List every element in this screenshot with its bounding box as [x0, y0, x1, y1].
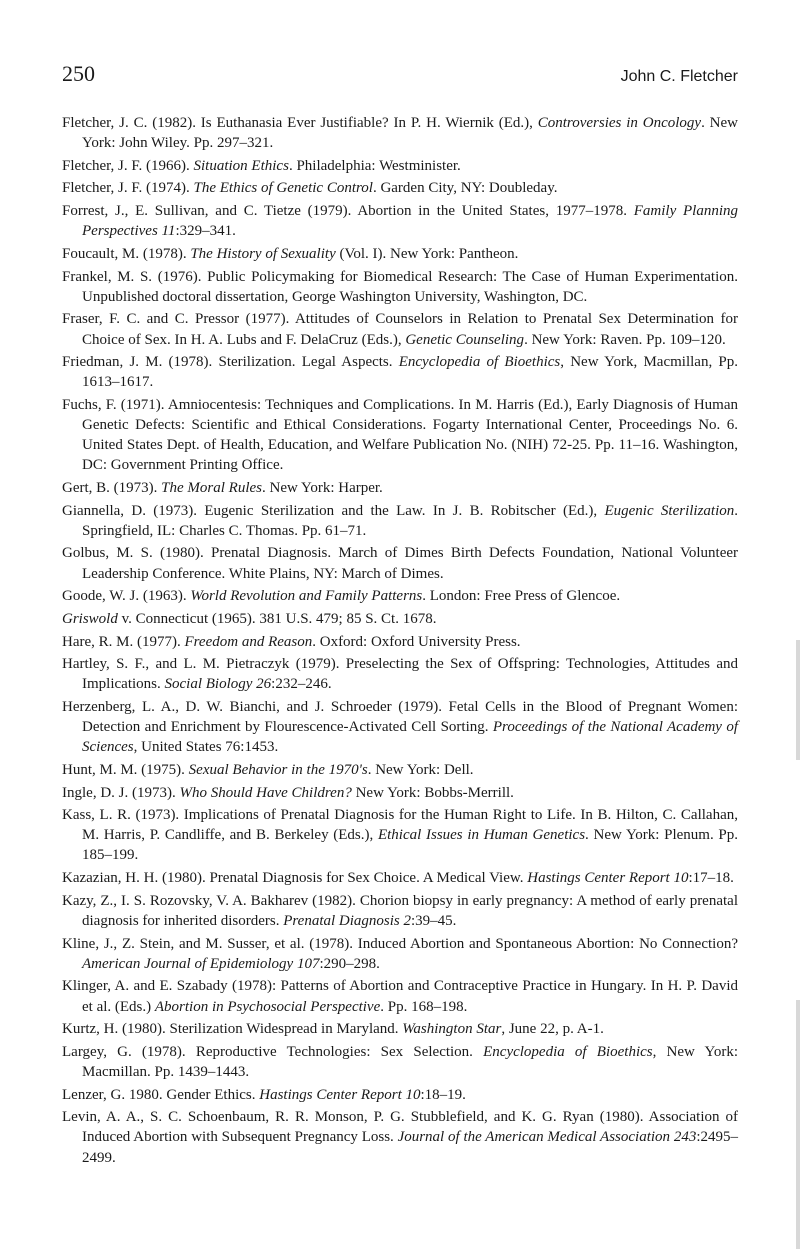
reference-title-italic: Journal of the American Medical Association 243 [397, 1129, 697, 1146]
reference-entry [62, 244, 738, 264]
reference-text: Kurtz, H. (1980). Sterilization Widespread in Maryland. [62, 1021, 403, 1038]
reference-entry [62, 1107, 738, 1167]
reference-title-italic: Encyclopedia of Bioethics [398, 354, 561, 371]
reference-title-italic: Freedom and Reason [184, 633, 313, 650]
reference-title-italic: Hastings Center Report 10 [259, 1086, 421, 1103]
running-head-author: John C. Fletcher [620, 68, 738, 85]
page-edge-shadow [796, 1000, 800, 1249]
reference-title-italic: Prenatal Diagnosis 2 [283, 912, 411, 929]
reference-text: New York: Bobbs-Merrill. [351, 784, 514, 801]
reference-title-italic: Ethical Issues in Human Genetics [377, 827, 586, 844]
reference-title-italic: Who Should Have Children? [179, 784, 352, 801]
reference-title-italic: Controversies in Oncology [537, 115, 702, 131]
reference-text: Herzenberg, L. A., D. W. Bianchi, and J. Schroeder (1979). Fetal Cells in the Blood of Pregnant Women: Detection and Enrichment by Flourescence-Activated Cell Sorting. [62, 699, 738, 736]
reference-text: . Oxford: Oxford University Press. [312, 633, 521, 650]
reference-text: Hare, R. M. (1977). [62, 633, 185, 650]
reference-entry [62, 609, 738, 629]
reference-entry [62, 178, 738, 198]
reference-title-italic: Situation Ethics [193, 157, 289, 174]
reference-text: Kazazian, H. H. (1980). Prenatal Diagnosis for Sex Choice. A Medical View. [62, 870, 528, 887]
reference-text: Fletcher, J. F. (1974). [62, 180, 194, 197]
reference-text: Giannella, D. (1973). Eugenic Sterilization and the Law. In J. B. Robitscher (Ed.), [62, 502, 605, 519]
reference-entry [62, 805, 738, 865]
reference-title-italic: American Journal of Epidemiology 107 [82, 955, 320, 972]
reference-text: (Vol. I). New York: Pantheon. [335, 245, 519, 262]
reference-text: :290–298. [319, 955, 380, 972]
reference-text: , United States 76:1453. [133, 739, 279, 756]
reference-entry [62, 1085, 738, 1105]
reference-entry [62, 976, 738, 1016]
reference-entry [62, 201, 738, 241]
page-header [62, 60, 738, 92]
reference-entry [62, 891, 738, 931]
reference-text: Fletcher, J. F. (1966). [62, 157, 194, 174]
reference-entry [62, 543, 738, 583]
reference-entry [62, 697, 738, 757]
reference-entry [62, 1019, 738, 1039]
reference-entry [62, 934, 738, 974]
reference-text: Hunt, M. M. (1975). [62, 761, 189, 778]
reference-entry [62, 586, 738, 606]
reference-entry [62, 113, 738, 153]
reference-title-italic: World Revolution and Family Patterns [190, 588, 423, 605]
reference-text: , New York, Macmillan, Pp. 1613–1617. [82, 354, 738, 391]
reference-title-italic: The Moral Rules [161, 479, 262, 496]
reference-text: . Pp. 168–198. [380, 998, 468, 1015]
reference-text: :2495–2499. [82, 1129, 738, 1166]
reference-text: . Garden City, NY: Doubleday. [372, 180, 558, 197]
reference-entry [62, 1042, 738, 1082]
reference-title-italic: Family Planning Perspectives 11 [82, 203, 738, 240]
reference-text: :39–45. [411, 912, 457, 929]
reference-title-italic: Eugenic Sterilization [604, 502, 735, 519]
reference-text: . London: Free Press of Glencoe. [422, 588, 621, 605]
reference-list [62, 113, 738, 1170]
reference-title-italic: Washington Star [402, 1021, 502, 1038]
reference-text: v. Connecticut (1965). 381 U.S. 479; 85 S. Ct. 1678. [117, 610, 437, 627]
reference-text: , June 22, p. A-1. [501, 1021, 604, 1038]
reference-entry [62, 267, 738, 307]
reference-title-italic: Social Biology 26 [164, 676, 272, 693]
reference-entry [62, 654, 738, 694]
reference-text: Hartley, S. F., and L. M. Pietraczyk (1979). Preselecting the Sex of Offspring: Technologies, Attitudes and Implications. [62, 656, 738, 693]
reference-entry [62, 352, 738, 392]
reference-title-italic: Proceedings of the National Academy of Sciences [82, 719, 738, 756]
reference-text: Kline, J., Z. Stein, and M. Susser, et al. (1978). Induced Abortion and Spontaneous Abortion: No Connection? [62, 935, 738, 952]
reference-text: Golbus, M. S. (1980). Prenatal Diagnosis. March of Dimes Birth Defects Foundation, National Volunteer Leadership Conference. White Plains, NY: March of Dimes. [62, 545, 738, 582]
reference-title-italic: The History of Sexuality [190, 245, 336, 262]
reference-text: . New York: Raven. Pp. 109–120. [524, 331, 726, 348]
reference-text: Foucault, M. (1978). [62, 245, 191, 262]
reference-text: Frankel, M. S. (1976). Public Policymaking for Biomedical Research: The Case of Human Experimentation. Unpublished doctoral dissertation, George Washington University, Washington, DC. [62, 268, 738, 305]
reference-entry [62, 309, 738, 349]
reference-text: Fletcher, J. C. (1982). Is Euthanasia Ever Justifiable? In P. H. Wiernik (Ed.), [62, 115, 538, 131]
reference-title-italic: Griswold [62, 610, 118, 627]
reference-entry [62, 783, 738, 803]
reference-text: Gert, B. (1973). [62, 479, 162, 496]
reference-text: Kass, L. R. (1973). Implications of Prenatal Diagnosis for the Human Right to Life. In B. Hilton, C. Callahan, M. Harris, P. Candliffe, and B. Berkeley (Eds.), [62, 807, 738, 844]
reference-text: . New York: Harper. [261, 479, 383, 496]
reference-entry [62, 501, 738, 541]
reference-text: Kazy, Z., I. S. Rozovsky, V. A. Bakharev (1982). Chorion biopsy in early pregnancy: A method of early prenatal diagnosis for inherited disorders. [62, 892, 738, 929]
reference-text: Levin, A. A., S. C. Schoenbaum, R. R. Monson, P. G. Stubblefield, and K. G. Ryan (1980). Association of Induced Abortion with Subsequent Pregnancy Loss. [62, 1109, 738, 1146]
page-number: 250 [62, 61, 95, 86]
reference-entry [62, 156, 738, 176]
reference-text: Lenzer, G. 1980. Gender Ethics. [62, 1086, 260, 1103]
reference-title-italic: The Ethics of Genetic Control [193, 180, 373, 197]
reference-text: . Springfield, IL: Charles C. Thomas. Pp. 61–71. [82, 502, 739, 539]
reference-title-italic: Encyclopedia of Bioethics [483, 1043, 653, 1060]
reference-title-italic: Genetic Counseling [405, 331, 525, 348]
reference-entry [62, 478, 738, 498]
reference-text: :18–19. [420, 1086, 466, 1103]
reference-text: Friedman, J. M. (1978). Sterilization. Legal Aspects. [62, 354, 399, 371]
page-edge-shadow [796, 640, 800, 760]
reference-entry [62, 632, 738, 652]
reference-title-italic: Sexual Behavior in the 1970's [188, 761, 368, 778]
reference-text: Forrest, J., E. Sullivan, and C. Tietze (1979). Abortion in the United States, 1977–1978. [62, 203, 634, 220]
reference-text: . New York: Dell. [367, 761, 474, 778]
reference-text: Klinger, A. and E. Szabady (1978): Patterns of Abortion and Contraceptive Practice in Hungary. In H. P. David et al. (Eds.) [62, 978, 738, 1015]
reference-text: . Philadelphia: Westminister. [288, 157, 461, 174]
reference-text: Fuchs, F. (1971). Amniocentesis: Techniques and Complications. In M. Harris (Ed.), Early Diagnosis of Human Genetic Defects: Scientific and Ethical Considerations. Fogarty International Center, Proceedings No. 6. United States Dept. of Health, Education, and Welfare Publication No. (NIH) 72-25. Pp. 11–16. Washington, DC: Government Printing Office. [62, 396, 738, 474]
reference-title-italic: Abortion in Psychosocial Perspective [154, 998, 381, 1015]
reference-entry [62, 395, 738, 475]
reference-text: Largey, G. (1978). Reproductive Technologies: Sex Selection. [62, 1043, 484, 1060]
reference-text: :17–18. [688, 870, 734, 887]
reference-text: Goode, W. J. (1963). [62, 588, 191, 605]
reference-text: Fraser, F. C. and C. Pressor (1977). Attitudes of Counselors in Relation to Prenatal Sex Determination for Choice of Sex. In H. A. Lubs and F. DelaCruz (Eds.), [62, 311, 738, 348]
reference-text: . New York: John Wiley. Pp. 297–321. [82, 115, 738, 152]
reference-text: . New York: Plenum. Pp. 185–199. [82, 827, 739, 864]
reference-entry [62, 868, 738, 888]
reference-text: Ingle, D. J. (1973). [62, 784, 180, 801]
reference-entry [62, 760, 738, 780]
reference-title-italic: Hastings Center Report 10 [527, 870, 689, 887]
reference-text: , New York: Macmillan. Pp. 1439–1443. [82, 1043, 738, 1080]
reference-text: :329–341. [175, 223, 236, 240]
reference-text: :232–246. [271, 676, 332, 693]
